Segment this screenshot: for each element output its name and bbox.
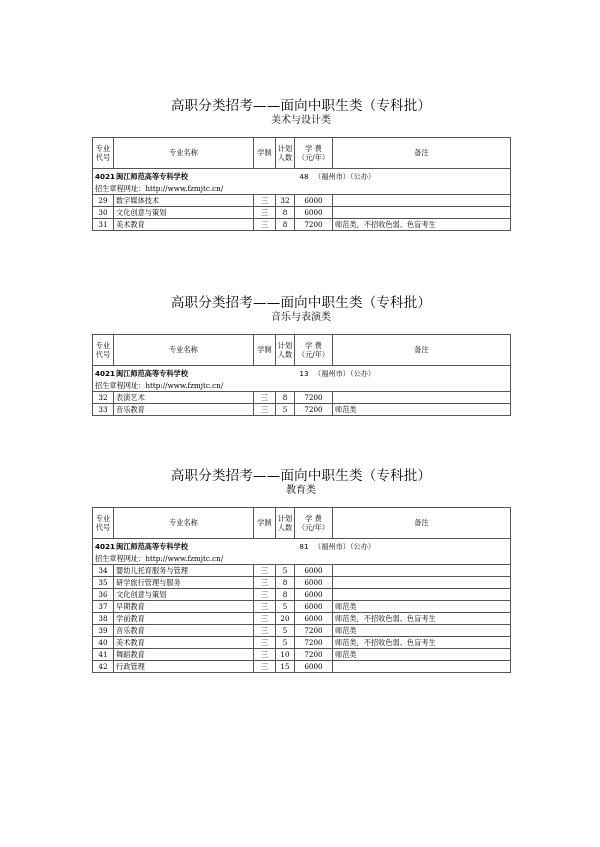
header-code-line2: 代号 bbox=[95, 523, 111, 532]
header-code-line1: 专业 bbox=[95, 340, 111, 350]
header-plan-line2: 人数 bbox=[277, 350, 293, 359]
program-code: 34 bbox=[93, 565, 114, 577]
program-fee: 6000 bbox=[295, 613, 333, 625]
school-name: 闽江师范高等专科学校 bbox=[116, 541, 188, 551]
school-url-row bbox=[93, 553, 511, 565]
header-fee-line1: 学 费 bbox=[305, 143, 322, 153]
program-years: 三 bbox=[254, 661, 276, 673]
program-fee: 6000 bbox=[295, 577, 333, 589]
header-name: 专业名称 bbox=[114, 138, 254, 169]
header-plan-line1: 计划 bbox=[277, 143, 293, 153]
program-fee: 7200 bbox=[295, 219, 333, 231]
header-name: 专业名称 bbox=[114, 335, 254, 366]
school-code: 4021 bbox=[95, 368, 116, 378]
school-code: 4021 bbox=[95, 541, 116, 551]
program-row bbox=[93, 601, 511, 613]
program-note bbox=[333, 195, 511, 207]
header-years: 学制 bbox=[254, 335, 276, 366]
program-row bbox=[93, 219, 511, 231]
school-name: 闽江师范高等专科学校 bbox=[116, 368, 188, 378]
program-years: 三 bbox=[254, 392, 276, 404]
school-row bbox=[93, 366, 511, 381]
school-cell bbox=[93, 366, 511, 381]
program-years: 三 bbox=[254, 601, 276, 613]
program-plan: 5 bbox=[276, 601, 295, 613]
header-code bbox=[93, 508, 114, 539]
program-fee: 7200 bbox=[295, 649, 333, 661]
program-note bbox=[333, 661, 511, 673]
program-fee: 7200 bbox=[295, 404, 333, 416]
program-fee: 6000 bbox=[295, 661, 333, 673]
program-note bbox=[333, 577, 511, 589]
school-location: （福州市）（公办） bbox=[314, 541, 376, 551]
program-plan: 20 bbox=[276, 613, 295, 625]
program-name: 婴幼儿托育服务与管理 bbox=[114, 565, 254, 577]
school-count: 48 bbox=[299, 171, 309, 181]
program-code: 39 bbox=[93, 625, 114, 637]
program-note bbox=[333, 565, 511, 577]
program-row bbox=[93, 589, 511, 601]
section-subtitle: 音乐与表演类 bbox=[271, 312, 331, 323]
program-code: 42 bbox=[93, 661, 114, 673]
school-code: 4021 bbox=[95, 171, 116, 181]
program-code: 32 bbox=[93, 392, 114, 404]
program-years: 三 bbox=[254, 577, 276, 589]
program-name: 文化创意与策划 bbox=[114, 589, 254, 601]
header-fee-line1: 学 费 bbox=[305, 513, 322, 523]
section-subtitle: 美术与设计类 bbox=[271, 115, 331, 126]
program-note: 师范类，不招收色弱、色盲考生 bbox=[333, 219, 511, 231]
school-cell bbox=[93, 169, 511, 184]
program-row bbox=[93, 207, 511, 219]
program-code: 31 bbox=[93, 219, 114, 231]
program-code: 36 bbox=[93, 589, 114, 601]
program-fee: 6000 bbox=[295, 195, 333, 207]
program-name: 美术教育 bbox=[114, 219, 254, 231]
program-code: 35 bbox=[93, 577, 114, 589]
school-url-row bbox=[93, 183, 511, 195]
program-fee: 7200 bbox=[295, 392, 333, 404]
program-fee: 7200 bbox=[295, 625, 333, 637]
program-plan: 5 bbox=[276, 565, 295, 577]
program-code: 37 bbox=[93, 601, 114, 613]
admission-section bbox=[92, 295, 510, 416]
program-years: 三 bbox=[254, 613, 276, 625]
header-years: 学制 bbox=[254, 508, 276, 539]
program-row bbox=[93, 637, 511, 649]
program-note bbox=[333, 207, 511, 219]
program-row bbox=[93, 392, 511, 404]
program-note: 师范类，不招收色弱、色盲考生 bbox=[333, 613, 511, 625]
program-plan: 32 bbox=[276, 195, 295, 207]
program-code: 38 bbox=[93, 613, 114, 625]
program-note: 师范类，不招收色弱、色盲考生 bbox=[333, 637, 511, 649]
school-line bbox=[95, 169, 508, 183]
program-code: 40 bbox=[93, 637, 114, 649]
table-header-row bbox=[93, 335, 511, 366]
header-years: 学制 bbox=[254, 138, 276, 169]
program-name: 音乐教育 bbox=[114, 625, 254, 637]
school-row bbox=[93, 169, 511, 184]
program-code: 41 bbox=[93, 649, 114, 661]
header-plan bbox=[276, 138, 295, 169]
header-plan-line1: 计划 bbox=[277, 513, 293, 523]
program-fee: 6000 bbox=[295, 601, 333, 613]
program-name: 学前教育 bbox=[114, 613, 254, 625]
program-plan: 5 bbox=[276, 637, 295, 649]
program-table bbox=[92, 507, 511, 673]
program-note: 师范类 bbox=[333, 625, 511, 637]
header-code bbox=[93, 138, 114, 169]
program-name: 文化创意与策划 bbox=[114, 207, 254, 219]
table-header-row bbox=[93, 138, 511, 169]
header-code bbox=[93, 335, 114, 366]
header-fee-line2: （元/年） bbox=[297, 153, 330, 162]
program-row bbox=[93, 404, 511, 416]
program-years: 三 bbox=[254, 565, 276, 577]
header-fee bbox=[295, 508, 333, 539]
header-fee-line2: （元/年） bbox=[297, 523, 330, 532]
program-years: 三 bbox=[254, 219, 276, 231]
school-name: 闽江师范高等专科学校 bbox=[116, 171, 188, 181]
section-title: 高职分类招考——面向中职生类（专科批） bbox=[170, 468, 432, 484]
header-code-line2: 代号 bbox=[95, 153, 111, 162]
program-note: 师范类 bbox=[333, 649, 511, 661]
school-row bbox=[93, 539, 511, 554]
admission-section bbox=[92, 468, 510, 673]
school-url[interactable]: 招生章程网址：http://www.fzmjtc.cn/ bbox=[93, 183, 511, 195]
program-note: 师范类 bbox=[333, 601, 511, 613]
program-years: 三 bbox=[254, 637, 276, 649]
header-fee bbox=[295, 138, 333, 169]
program-row bbox=[93, 625, 511, 637]
program-row bbox=[93, 565, 511, 577]
program-fee: 6000 bbox=[295, 565, 333, 577]
program-years: 三 bbox=[254, 404, 276, 416]
program-note bbox=[333, 589, 511, 601]
admission-section bbox=[92, 98, 510, 231]
program-fee: 6000 bbox=[295, 589, 333, 601]
section-subtitle: 教育类 bbox=[286, 485, 316, 496]
school-location: （福州市）（公办） bbox=[314, 368, 376, 378]
program-plan: 5 bbox=[276, 404, 295, 416]
header-code-line1: 专业 bbox=[95, 513, 111, 523]
school-cell bbox=[93, 539, 511, 554]
school-url-row bbox=[93, 380, 511, 392]
school-count: 81 bbox=[299, 541, 309, 551]
program-name: 行政管理 bbox=[114, 661, 254, 673]
header-code-line1: 专业 bbox=[95, 143, 111, 153]
program-years: 三 bbox=[254, 649, 276, 661]
program-years: 三 bbox=[254, 589, 276, 601]
program-code: 33 bbox=[93, 404, 114, 416]
header-fee-line1: 学 费 bbox=[305, 340, 322, 350]
program-plan: 15 bbox=[276, 661, 295, 673]
program-name: 研学旅行管理与服务 bbox=[114, 577, 254, 589]
school-count: 13 bbox=[299, 368, 309, 378]
school-url[interactable]: 招生章程网址：http://www.fzmjtc.cn/ bbox=[93, 380, 511, 392]
program-note: 师范类 bbox=[333, 404, 511, 416]
program-row bbox=[93, 613, 511, 625]
program-fee: 7200 bbox=[295, 637, 333, 649]
program-name: 舞蹈教育 bbox=[114, 649, 254, 661]
program-plan: 8 bbox=[276, 577, 295, 589]
program-years: 三 bbox=[254, 195, 276, 207]
table-header-row bbox=[93, 508, 511, 539]
program-table bbox=[92, 137, 511, 231]
program-table bbox=[92, 334, 511, 416]
program-plan: 8 bbox=[276, 589, 295, 601]
program-row bbox=[93, 577, 511, 589]
header-note: 备注 bbox=[333, 508, 511, 539]
section-title: 高职分类招考——面向中职生类（专科批） bbox=[170, 98, 432, 114]
program-plan: 8 bbox=[276, 219, 295, 231]
program-plan: 8 bbox=[276, 392, 295, 404]
program-name: 音乐教育 bbox=[114, 404, 254, 416]
program-name: 美术教育 bbox=[114, 637, 254, 649]
program-row bbox=[93, 195, 511, 207]
header-code-line2: 代号 bbox=[95, 350, 111, 359]
program-years: 三 bbox=[254, 207, 276, 219]
header-plan-line2: 人数 bbox=[277, 153, 293, 162]
school-line bbox=[95, 366, 508, 380]
program-fee: 6000 bbox=[295, 207, 333, 219]
school-url[interactable]: 招生章程网址：http://www.fzmjtc.cn/ bbox=[93, 553, 511, 565]
header-fee-line2: （元/年） bbox=[297, 350, 330, 359]
program-name: 表演艺术 bbox=[114, 392, 254, 404]
header-note: 备注 bbox=[333, 138, 511, 169]
program-years: 三 bbox=[254, 625, 276, 637]
school-line bbox=[95, 539, 508, 553]
section-title: 高职分类招考——面向中职生类（专科批） bbox=[170, 295, 432, 311]
header-plan bbox=[276, 335, 295, 366]
program-name: 早期教育 bbox=[114, 601, 254, 613]
header-plan-line2: 人数 bbox=[277, 523, 293, 532]
school-location: （福州市）（公办） bbox=[314, 171, 376, 181]
header-note: 备注 bbox=[333, 335, 511, 366]
program-code: 30 bbox=[93, 207, 114, 219]
program-row bbox=[93, 649, 511, 661]
header-plan bbox=[276, 508, 295, 539]
program-plan: 8 bbox=[276, 207, 295, 219]
header-plan-line1: 计划 bbox=[277, 340, 293, 350]
program-row bbox=[93, 661, 511, 673]
header-name: 专业名称 bbox=[114, 508, 254, 539]
program-name: 数字媒体技术 bbox=[114, 195, 254, 207]
program-plan: 10 bbox=[276, 649, 295, 661]
program-code: 29 bbox=[93, 195, 114, 207]
header-fee bbox=[295, 335, 333, 366]
program-plan: 5 bbox=[276, 625, 295, 637]
program-note bbox=[333, 392, 511, 404]
